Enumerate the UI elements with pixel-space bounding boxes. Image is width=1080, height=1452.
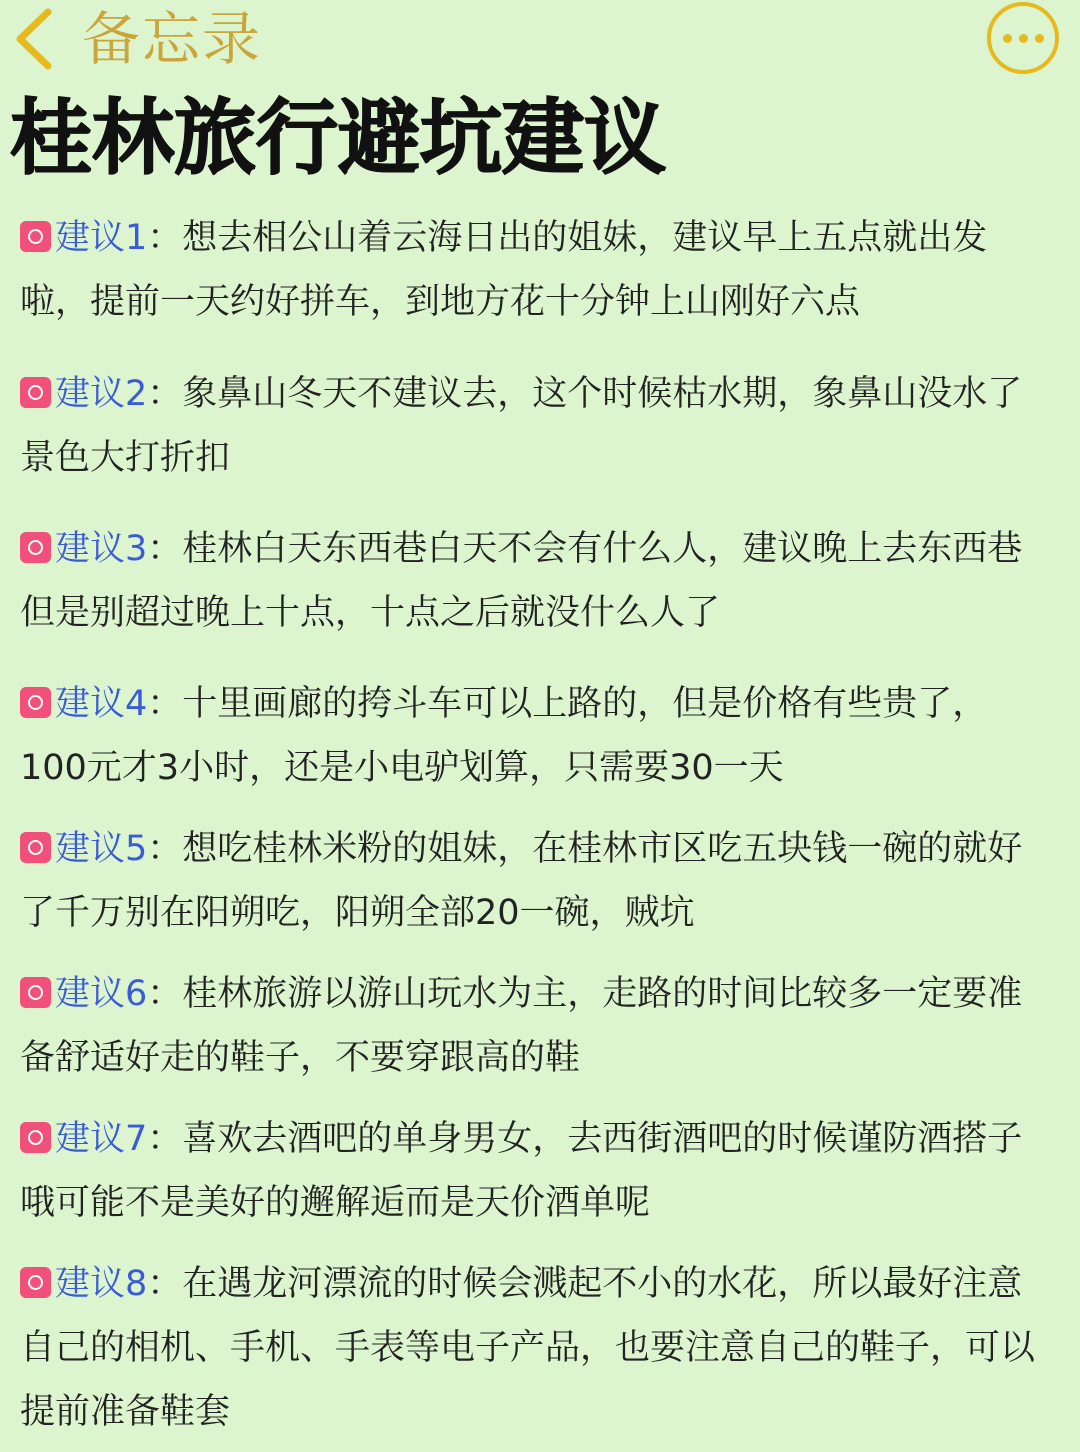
tip-colon: ： [147,684,183,724]
more-icon-dot [1019,34,1028,43]
tip-item [20,362,1040,517]
pink-bullet-icon [20,532,51,563]
tip-label: 建议5 [55,829,148,869]
pink-bullet-icon [20,221,51,252]
tip-item [20,962,1040,1107]
back-button[interactable] [8,2,262,76]
tip-colon: ： [147,374,183,414]
pink-bullet-icon [20,977,51,1008]
tip-label: 建议4 [55,684,148,724]
tip-colon: ： [147,218,183,258]
pink-bullet-icon [20,1267,51,1298]
tip-label: 建议2 [55,374,148,414]
tip-label: 建议6 [55,974,148,1014]
tip-colon: ： [147,974,183,1014]
tip-text: 桂林白天东西巷白天不会有什么人，建议晚上去东西巷但是别超过晚上十点，十点之后就没什么人了 [20,529,1023,633]
chevron-left-icon [8,4,58,74]
tip-colon: ： [147,829,183,869]
tip-label: 建议1 [55,218,148,258]
tip-text: 在遇龙河漂流的时候会溅起不小的水花，所以最好注意自己的相机、手机、手表等电子产品，也要注意自己的鞋子，可以提前准备鞋套 [20,1264,1036,1432]
pink-bullet-icon [20,832,51,863]
tip-text: 象鼻山冬天不建议去，这个时候枯水期，象鼻山没水了景色大打折扣 [20,374,1023,478]
more-options-button[interactable] [987,2,1059,74]
tip-item [20,817,1040,962]
more-icon-dot [1035,34,1044,43]
tip-label: 建议3 [55,529,148,569]
tip-colon: ： [147,1264,183,1304]
tip-text: 喜欢去酒吧的单身男女，去西街酒吧的时候谨防酒搭子哦可能不是美好的邂解逅而是天价酒单呢 [20,1119,1023,1223]
pink-bullet-icon [20,687,51,718]
tip-text: 十里画廊的挎斗车可以上路的，但是价格有些贵了，100元才3小时，还是小电驴划算，只需要30一天 [20,684,988,788]
pink-bullet-icon [20,377,51,408]
tip-text: 想吃桂林米粉的姐妹，在桂林市区吃五块钱一碗的就好了千万别在阳朔吃，阳朔全部20一碗，贼坑 [20,829,1023,933]
back-label: 备忘录 [82,5,263,73]
pink-bullet-icon [20,1122,51,1153]
navigation-bar [0,0,1080,80]
tip-item [20,672,1040,817]
tip-colon: ： [147,529,183,569]
tip-item [20,1107,1040,1252]
tip-colon: ： [147,1119,183,1159]
tip-text: 桂林旅游以游山玩水为主，走路的时间比较多一定要准备舒适好走的鞋子，不要穿跟高的鞋 [20,974,1023,1078]
tip-item [20,1252,1040,1452]
tip-label: 建议7 [55,1119,148,1159]
tip-item [20,206,1040,362]
tip-text: 想去相公山着云海日出的姐妹，建议早上五点就出发啦，提前一天约好拼车，到地方花十分钟上山刚好六点 [20,218,988,322]
more-icon-dot [1003,34,1012,43]
tip-label: 建议8 [55,1264,148,1304]
tips-list [20,206,1040,1452]
note-title: 桂林旅行避坑建议 [10,91,667,186]
tip-item [20,517,1040,672]
